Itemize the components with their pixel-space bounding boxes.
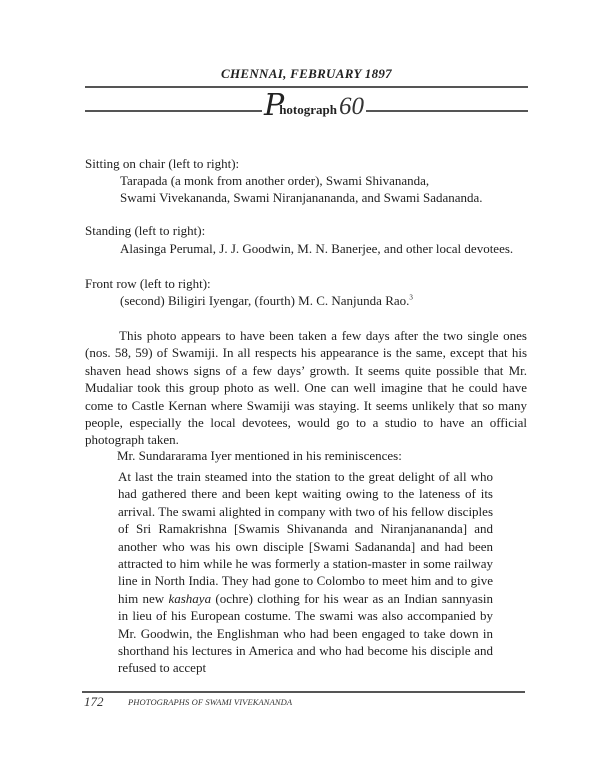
header-rule-top xyxy=(85,86,528,88)
quote-italic-term: kashaya xyxy=(168,590,212,606)
quote-intro: Mr. Sundararama Iyer mentioned in his reminiscences: xyxy=(117,448,402,463)
body-paragraph-text: This photo appears to have been taken a few days after the two single ones (nos. 58, 59) of Swamiji. In all respects his appearance is the same, except that his shaven head shows signs of a few days’ growth. It seems quite possible that Mr. Mudaliar took this group photo as well. One can well imagine that he could have come to Castle Kernan where Swamiji was staying. It seems unlikely that so many people, especially the local devotees, would go to a studio to have an official photograph taken. xyxy=(85,328,527,448)
title-word: hotograph xyxy=(279,102,337,117)
footnote-ref: 3 xyxy=(409,293,413,302)
footer-rule xyxy=(82,691,525,693)
front-row-text: (second) Biligiri Iyengar, (fourth) M. C. Nanjunda Rao. xyxy=(120,293,410,308)
title-number: 60 xyxy=(338,93,364,120)
photograph-title xyxy=(262,88,366,123)
body-paragraph xyxy=(85,327,527,449)
running-head: CHENNAI, FEBRUARY 1897 xyxy=(221,66,392,81)
sitting-label: Sitting on chair (left to right): xyxy=(85,156,240,171)
block-quote xyxy=(118,468,493,677)
quote-text-1: At last the train steamed into the station to the great delight of all who had gathered there and been kept waiting owing to the lateness of its arrival. The swami alighted in company with two of his fellow disciples of Sri Ramakrishna [Swamis Shivananda and Niranjanananda] and another who was his own disciple [Swami Sadananda] and had been attracted to him while he was formerly a station-master in some railway line in North India. They had gone to Colombo to meet him and to give him new xyxy=(118,469,493,606)
sitting-line-1: Tarapada (a monk from another order), Swami Shivananda, xyxy=(120,173,430,188)
title-initial: P xyxy=(264,88,285,123)
front-row-line-1 xyxy=(120,292,413,309)
standing-line-1: Alasinga Perumal, J. J. Goodwin, M. N. Banerjee, and other local devotees. xyxy=(120,241,514,256)
page-number: 172 xyxy=(84,694,104,709)
front-row-label: Front row (left to right): xyxy=(85,276,211,291)
footer-book-title: PHOTOGRAPHS OF SWAMI VIVEKANANDA xyxy=(128,697,293,707)
standing-label: Standing (left to right): xyxy=(85,223,206,238)
sitting-line-2: Swami Vivekananda, Swami Niranjanananda, and Swami Sadananda. xyxy=(120,190,483,205)
quote-text-2: (ochre) clothing for his wear as an Indian sannyasin in lieu of his European costume. The swami was also accompanied by Mr. Goodwin, the Englishman who had been engaged to take down in shorthand his lectures in America and who had become his disciple and refused to accept xyxy=(118,590,493,676)
